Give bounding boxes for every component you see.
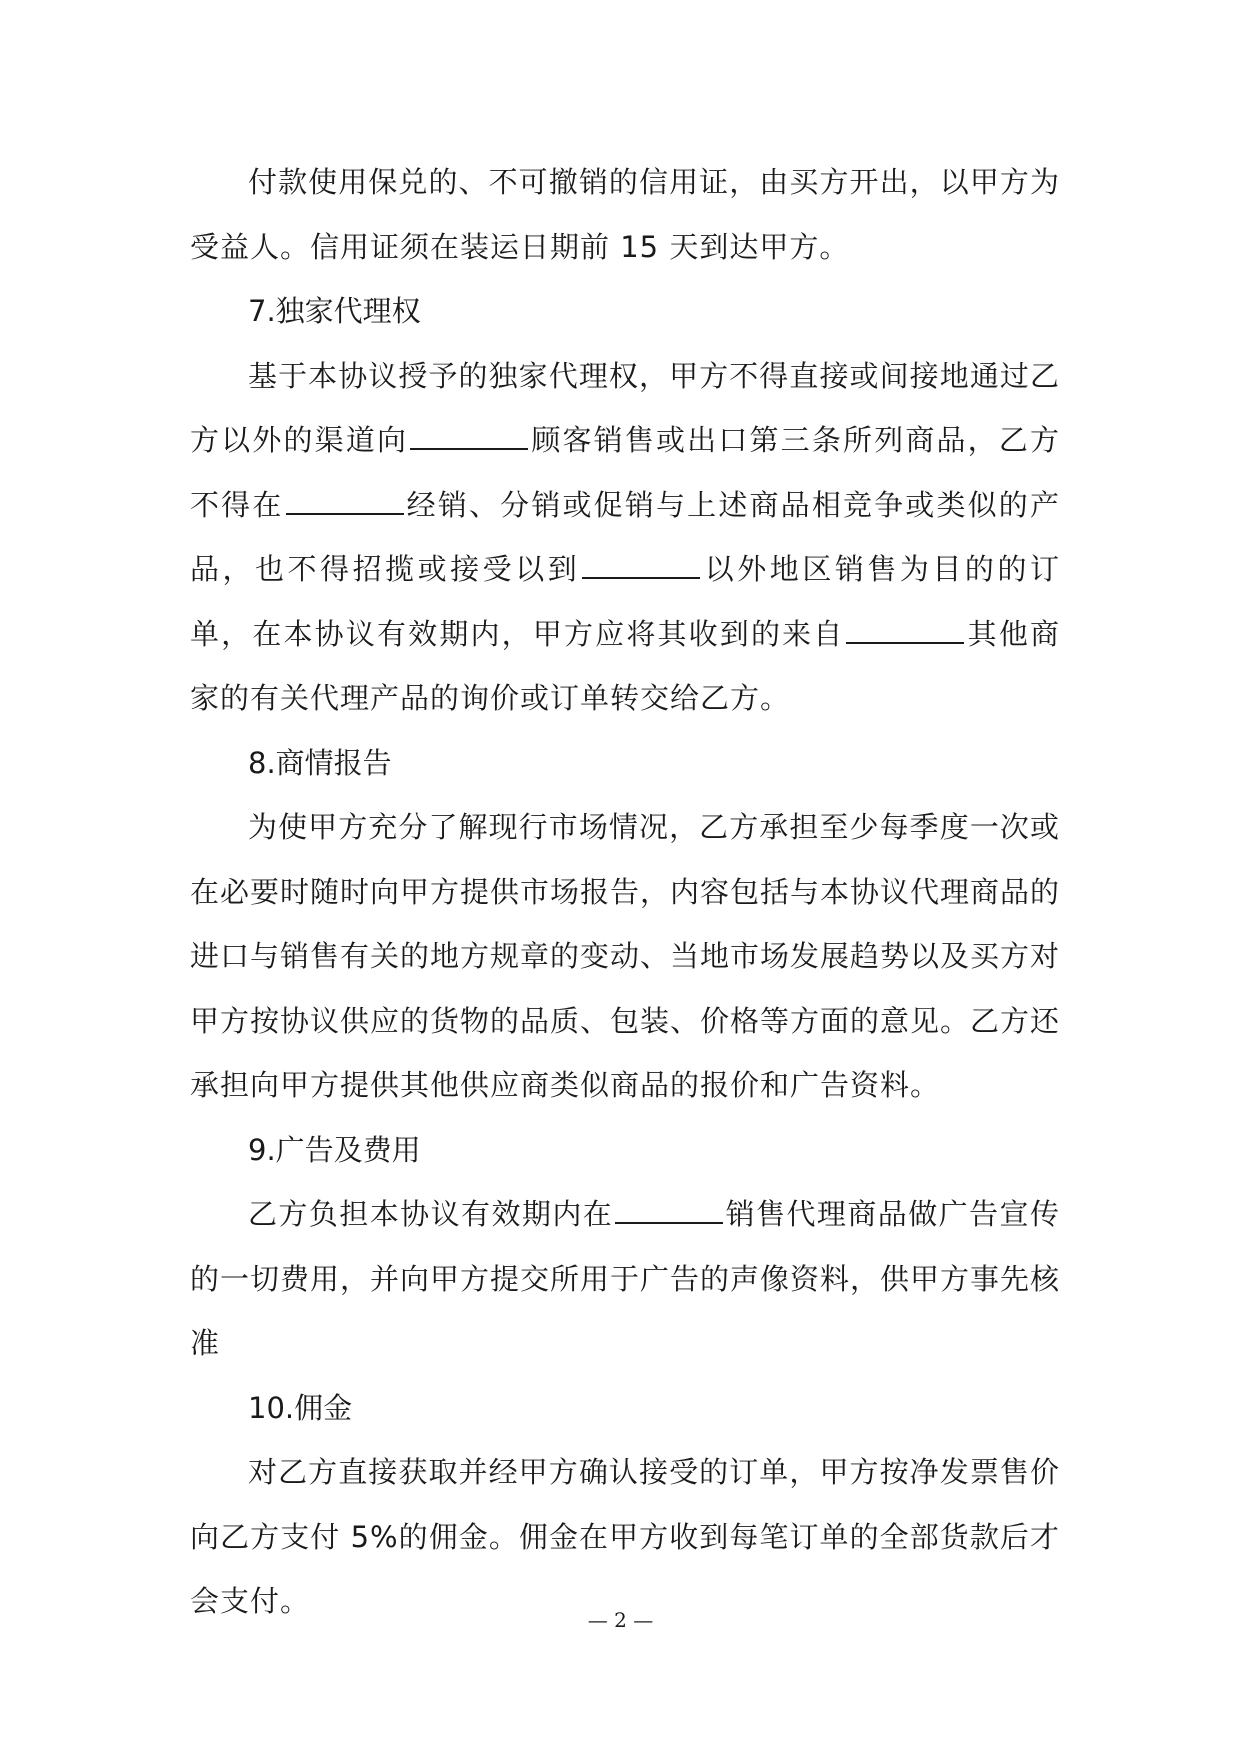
section-9-text-b: 销售代理商品做广告宣传的一切费用，并向甲方提交所用于广告的声像资料，供甲方事先核准 [190,1197,1061,1360]
page-number: — 2 — [587,1608,654,1632]
section-9-paragraph [190,1182,1060,1376]
payment-paragraph: 付款使用保兑的、不可撤销的信用证，由买方开出，以甲方为受益人。信用证须在装运日期前 15 天到达甲方。 [190,165,1060,264]
section-8-paragraph: 为使甲方充分了解现行市场情况，乙方承担至少每季度一次或在必要时随时向甲方提供市场报告，内容包括与本协议代理商品的进口与销售有关的地方规章的变动、当地市场发展趋势以及买方对甲方按协议供应的货物的品质、包装、价格等方面的意见。乙方还承担向甲方提供其他供应商类似商品的报价和广告资料。 [190,810,1061,1102]
section-7-heading: 7.独家代理权 [248,294,421,328]
fill-in-blank [582,549,700,579]
section-10-heading: 10.佣金 [248,1390,353,1425]
section-10-paragraph: 对乙方直接获取并经甲方确认接受的订单，甲方按净发票售价向乙方支付 5%的佣金。佣金在甲方收到每笔订单的全部货款后才会支付。 [190,1455,1060,1618]
section-7-paragraph [190,344,1060,731]
fill-in-blank [846,614,964,644]
section-7-text-d: 以外地区销售为目的的订单，在本协议有效期内，甲方应将其收到的来自 [190,552,1060,651]
section-8-heading: 8.商情报告 [248,745,392,780]
section-7-text-c: 经销、分销或促销与上述商品相竞争或类似的产品，也不得招揽或接受以到 [190,487,1060,586]
fill-in-blank [410,420,528,450]
document-body [190,150,1060,1634]
section-7-text-e: 其他商家的有关代理产品的询价或订单转交给乙方。 [190,616,1060,715]
section-9-text-a: 乙方负担本协议有效期内在 [248,1197,614,1231]
fill-in-blank [286,485,404,515]
section-9-heading: 9.广告及费用 [248,1132,421,1167]
fill-in-blank [615,1194,723,1224]
section-7-text-b: 顾客销售或出口第三条所列商品，乙方不得在 [190,423,1060,522]
section-7-text-a: 基于本协议授予的独家代理权，甲方不得直接或间接地通过乙方以外的渠道向 [190,358,1060,457]
